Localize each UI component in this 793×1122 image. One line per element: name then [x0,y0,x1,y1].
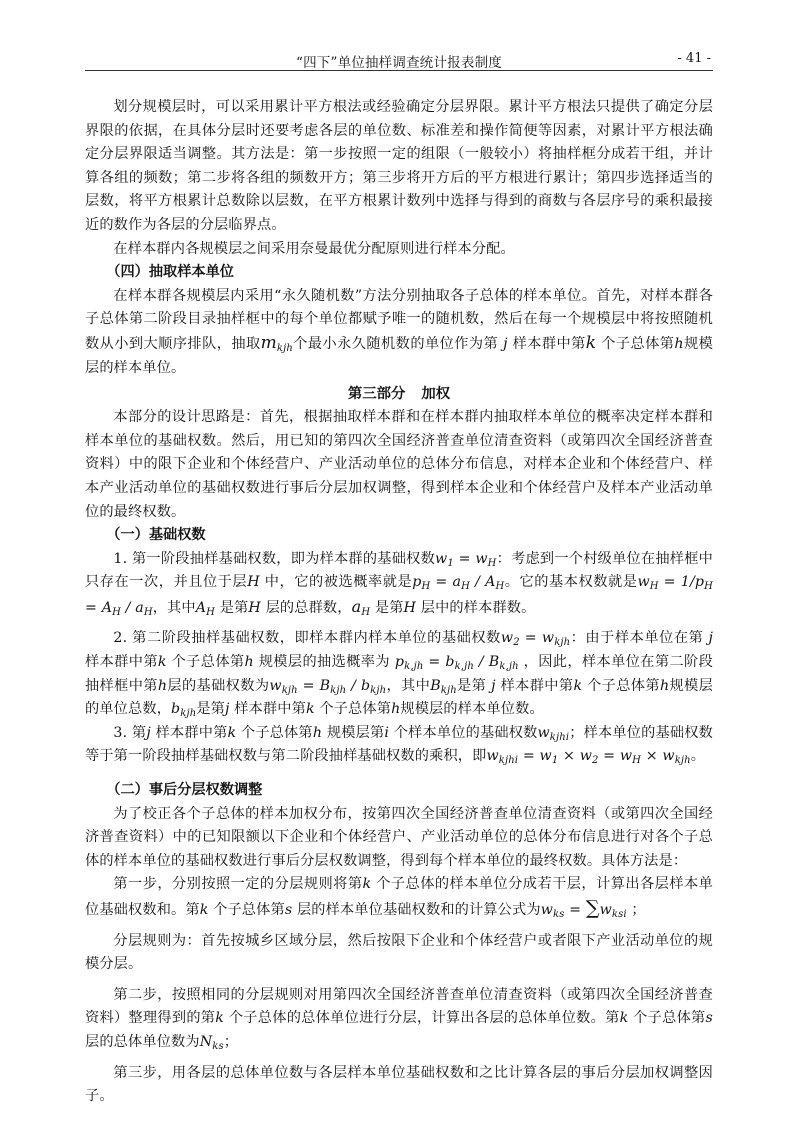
paragraph-permanent-random-numbers: 在样本群各规模层内采用“永久随机数”方法分别抽取各子总体的样本单位。首先，对样本群各子总体第二阶段目录抽样框中的每个单位都赋予唯一的随机数，然后在每一个规模层中将按照随机数从小到大顺序排队，抽取$m_{kjh}$个最小永久随机数的单位作为第 j 样本群中第k 个子总体第h规模层的样本单位。 [85,287,713,376]
paragraph-unit-base-weight: 3. 第j 样本群中第k 个子总体第h 规模层第i 个样本单位的基础权数$w_{kjhi}$；样本单位的基础权数等于第一阶段抽样基础权数与第二阶段抽样基础权数的乘积，即$w_{kjhi} = w_1 \times w_2 = w_H \times w_{kjh}$。 [85,724,713,767]
document-body [85,96,713,1109]
section-heading-base-weights: （一）基础权数 [106,527,206,544]
paragraph-step-three: 第三步，用各层的总体单位数与各层样本单位基础权数和之比计算各层的事后分层加权调整因子。 [85,1064,713,1105]
paragraph-neyman-allocation: 在样本群内各规模层之间采用奈曼最优分配原则进行样本分配。 [113,240,515,257]
paragraph-weighting-design: 本部分的设计思路是：首先，根据抽取样本群和在样本群内抽取样本单位的概率决定样本群和样本单位的基础权数。然后，用已知的第四次全国经济普查单位清查资料（或第四次全国经济普查资料）中的限下企业和个体经营户、产业活动单位的总体分布信息，对样本企业和个体经营户、样本产业活动单位的基础权数进行事后分层加权调整，得到样本企业和个体经营户及样本产业活动单位的最终权数。 [85,409,713,520]
paragraph-first-stage-weight: 1. 第一阶段抽样基础权数，即为样本群的基础权数$w_1 = w_H$：考虑到一个村级单位在抽样框中只存在一次，并且位于层H 中，它的被选概率就是$p_H = a_H / A_H$。它的基本权数就是$w_H = 1/p_H = A_H / a_H$，其中$A_H$ 是第H 层的总群数，$a_H$ 是第H 层中的样本群数。 [85,550,713,618]
part-three-heading: 第三部分 加权 [347,385,451,403]
header-title: “四下”单位抽样调查统计报表制度 [295,55,502,71]
section-heading-sampling-units: （四）抽取样本单位 [106,264,234,281]
paragraph-post-stratification-intro: 为了校正各个子总体的样本加权分布，按第四次全国经济普查单位清查资料（或第四次全国经济普查资料）中的已知限额以下企业和个体经营户、产业活动单位的总体分布信息进行对各个子总体的样本单位的基础权数进行事后分层权数调整，得到每个样本单位的最终权数。具体方法是： [85,805,713,869]
section-heading-post-stratification: （二）事后分层权数调整 [106,782,263,799]
paragraph-stratification-rule: 分层规则为：首先按城乡区域分层，然后按限下企业和个体经营户或者限下产业活动单位的规模分层。 [85,932,713,973]
paragraph-step-one: 第一步，分别按照一定的分层规则将第k 个子总体的样本单位分成若干层，计算出各层样本单位基础权数和。第k 个子总体第s 层的样本单位基础权数和的计算公式为$w_{ks} = \sum w_{ksi}$ ； [85,876,713,920]
page-number: - 41 - [677,51,711,66]
paragraph-second-stage-weight: 2. 第二阶段抽样基础权数，即样本群内样本单位的基础权数$w_2 = w_{kjh}$：由于样本单位在第 j 样本群中第k 个子总体第h 规模层的抽选概率为 $p_{k,jh} = b_{k,jh} / B_{k,jh}$ ，因此，样本单位在第二阶段抽样框中第h层的基础权数为$w_{kjh} = B_{kjh} / b_{kjh}$，其中$B_{kjh}$是第 j 样本群中第k 个子总体第h规模层的单位总数，$b_{kjh}$是第j 样本群中第k 个子总体第h规模层的样本单位数。 [85,630,713,720]
paragraph-stratification: 划分规模层时，可以采用累计平方根法或经验确定分层界限。累计平方根法只提供了确定分层界限的依据，在具体分层时还要考虑各层的单位数、标准差和操作简便等因素，对累计平方根法确定分层界限适当调整。其方法是：第一步按照一定的组限（一般较小）将抽样框分成若干组，并计算各组的频数；第二步将各组的频数开方；第三步将开方后的平方根进行累计；第四步选择适当的层数，将平方根累计总数除以层数，在平方根累计数列中选择与得到的商数与各层序号的乘积最接近的数作为各层的分层临界点。 [85,99,713,233]
paragraph-step-two: 第二步，按照相同的分层规则对用第四次全国经济普查单位清查资料（或第四次全国经济普查资料）整理得到的第k 个子总体的总体单位进行分层，计算出各层的总体单位数。第k 个子总体第s 层的总体单位数为$N_{ks}$； [85,986,713,1052]
page-header [85,48,713,72]
header-rule [85,70,713,71]
